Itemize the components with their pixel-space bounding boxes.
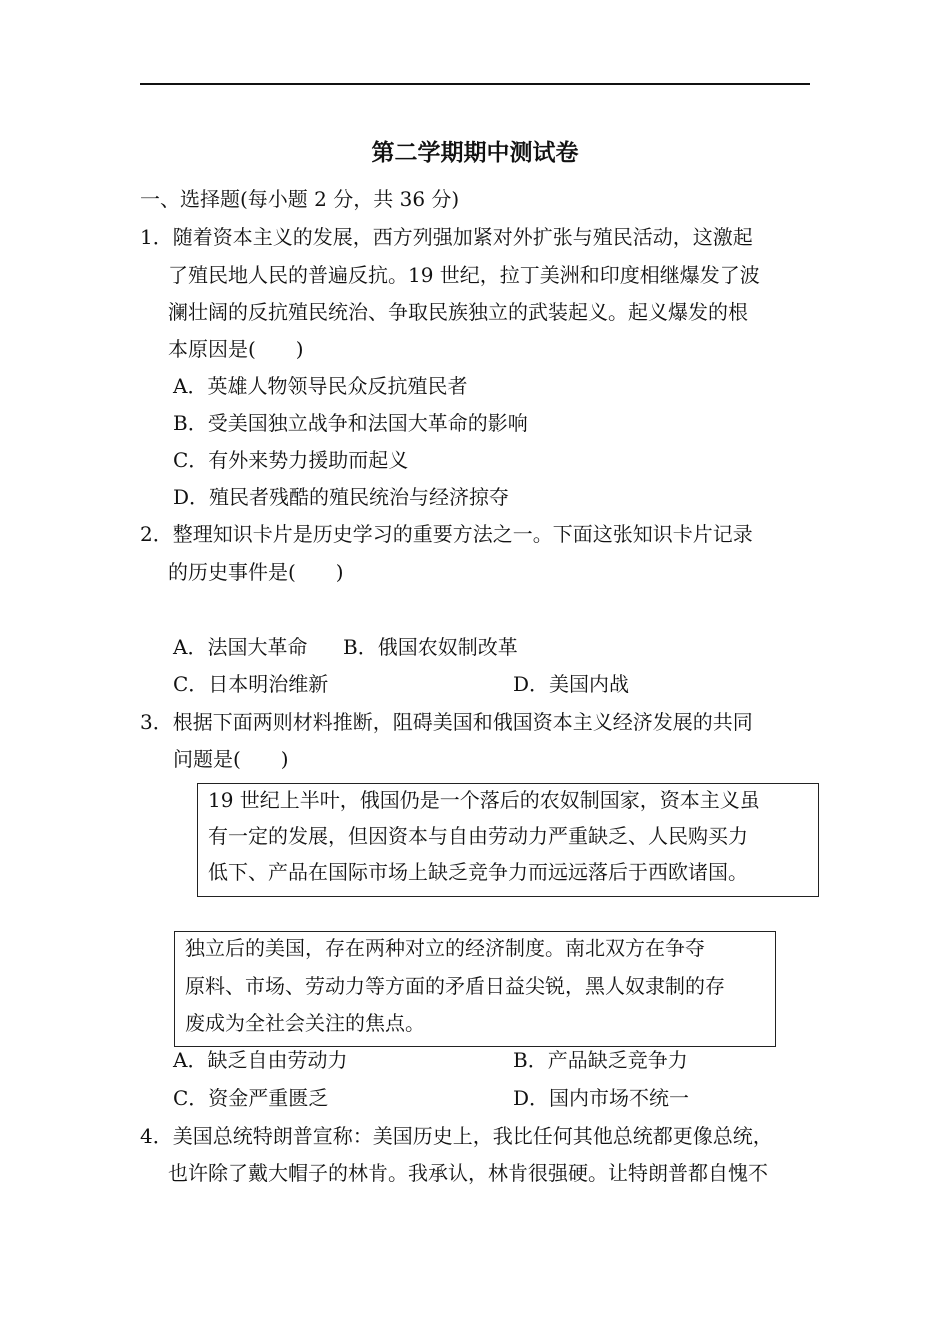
option-d[interactable]: D．国内市场不统一 [513, 1086, 690, 1110]
question-3-line: 3．根据下面两则材料推断，阻碍美国和俄国资本主义经济发展的共同 [140, 710, 753, 734]
option-a[interactable]: A．法国大革命 [173, 635, 308, 659]
question-1-line: 1．随着资本主义的发展，西方列强加紧对外扩张与殖民活动，这激起 [140, 225, 753, 249]
question-3-line: 问题是( ) [173, 747, 289, 771]
material-line: 原料、市场、劳动力等方面的矛盾日益尖锐，黑人奴隶制的存 [185, 974, 725, 998]
material-line: 独立后的美国，存在两种对立的经济制度。南北双方在争夺 [185, 936, 705, 960]
option-d[interactable]: D．美国内战 [513, 672, 630, 696]
section-heading: 一、选择题(每小题 2 分，共 36 分) [140, 187, 460, 211]
question-1-line: 本原因是( ) [168, 337, 304, 361]
option-b[interactable]: B．俄国农奴制改革 [343, 635, 518, 659]
question-2-line: 2．整理知识卡片是历史学习的重要方法之一。下面这张知识卡片记录 [140, 522, 753, 546]
question-4-line: 4．美国总统特朗普宣称：美国历史上，我比任何其他总统都更像总统， [140, 1124, 773, 1148]
question-2-line: 的历史事件是( ) [168, 560, 344, 584]
option-c[interactable]: C．日本明治维新 [173, 672, 329, 696]
option-c[interactable]: C．资金严重匮乏 [173, 1086, 329, 1110]
exam-title: 第二学期期中测试卷 [371, 139, 579, 166]
question-1-line: 澜壮阔的反抗殖民统治、争取民族独立的武装起义。起义爆发的根 [168, 300, 748, 324]
material-box-1 [197, 783, 819, 897]
option-b[interactable]: B．产品缺乏竞争力 [513, 1048, 688, 1072]
option-d[interactable]: D．殖民者残酷的殖民统治与经济掠夺 [173, 485, 510, 509]
material-line: 有一定的发展，但因资本与自由劳动力严重缺乏、人民购买力 [208, 824, 748, 848]
option-a[interactable]: A．英雄人物领导民众反抗殖民者 [173, 374, 468, 398]
option-c[interactable]: C．有外来势力援助而起义 [173, 448, 409, 472]
material-line: 19 世纪上半叶，俄国仍是一个落后的农奴制国家，资本主义虽 [208, 788, 760, 812]
option-b[interactable]: B．受美国独立战争和法国大革命的影响 [173, 411, 528, 435]
option-a[interactable]: A．缺乏自由劳动力 [173, 1048, 348, 1072]
question-1-line: 了殖民地人民的普遍反抗。19 世纪，拉丁美洲和印度相继爆发了波 [168, 263, 760, 287]
header-rule [140, 83, 810, 85]
question-4-line: 也许除了戴大帽子的林肯。我承认，林肯很强硬。让特朗普都自愧不 [168, 1161, 768, 1185]
material-line: 低下、产品在国际市场上缺乏竞争力而远远落后于西欧诸国。 [208, 860, 748, 884]
material-box-2 [174, 931, 776, 1047]
material-line: 废成为全社会关注的焦点。 [185, 1011, 425, 1035]
